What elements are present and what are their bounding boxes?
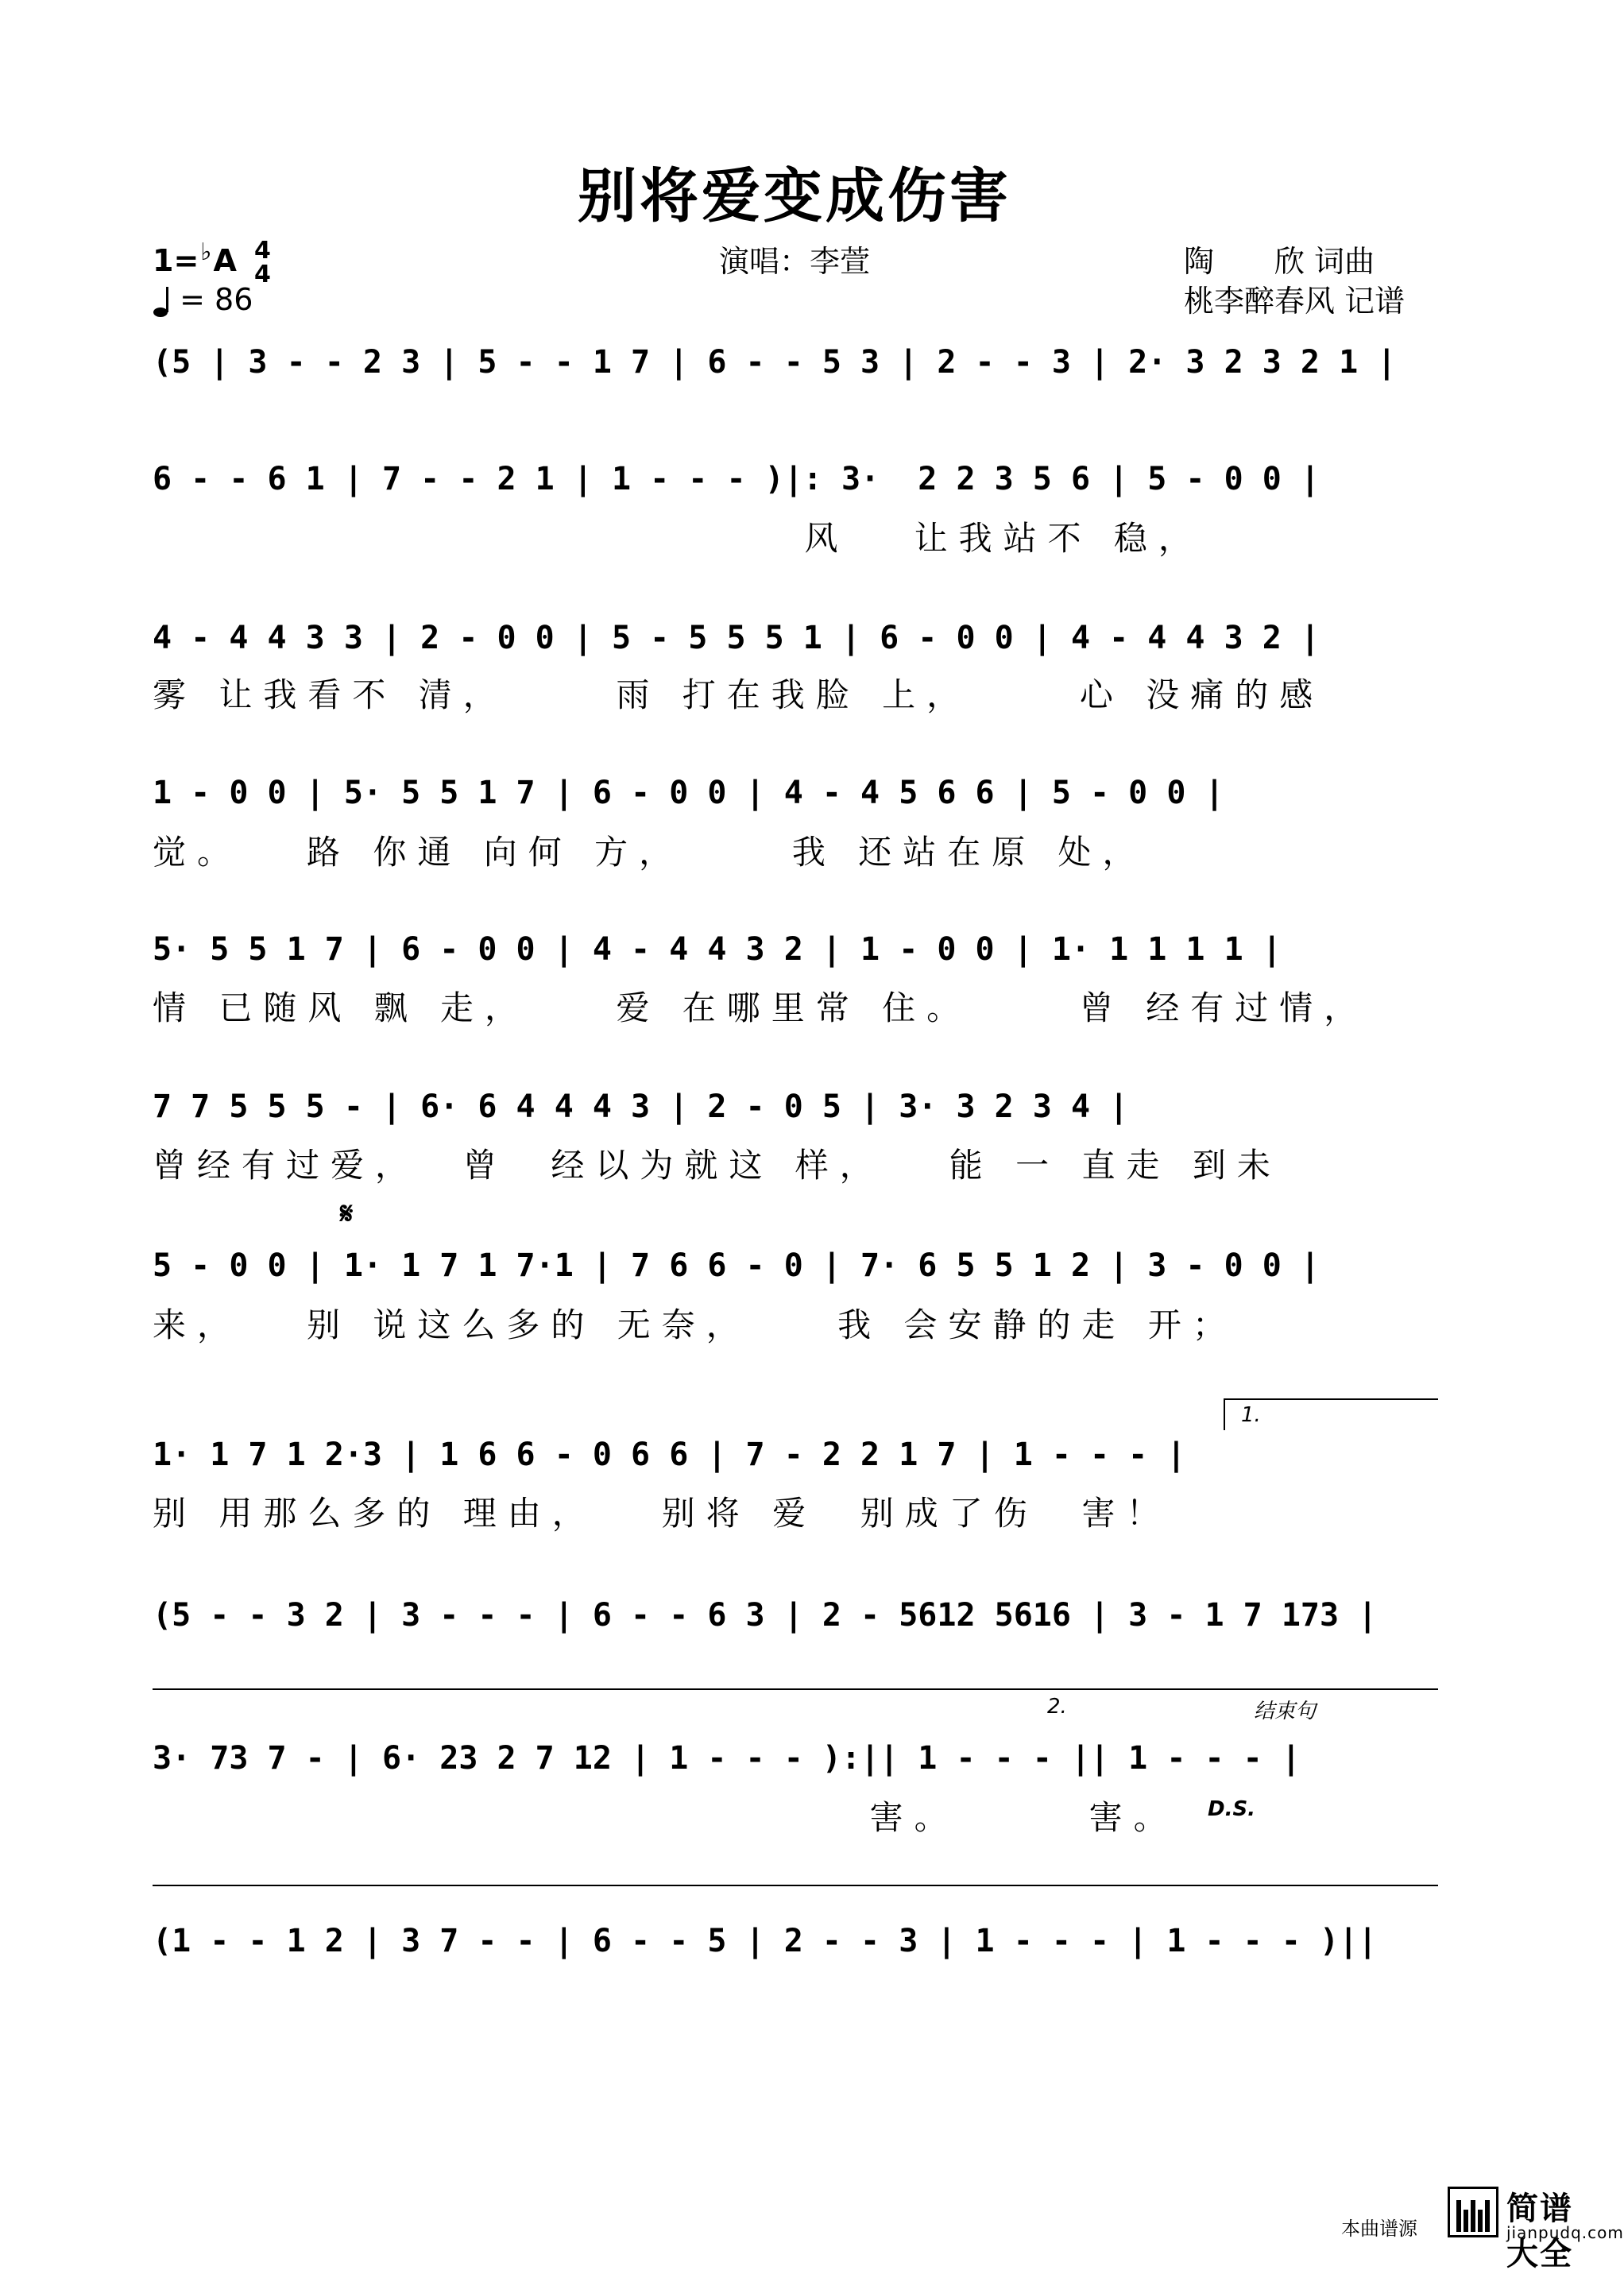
volta-1-bracket-left bbox=[1224, 1398, 1225, 1430]
time-signature bbox=[253, 236, 271, 288]
tempo-marking bbox=[153, 282, 253, 319]
score-line-6: 7 7 5 5 5 - | 6· 6 4 4 4 3 | 2 - 0 5 | 3· 3 2 3 4 | bbox=[153, 1089, 1129, 1125]
quarter-note-icon bbox=[153, 285, 170, 319]
ending-label: 结束句 bbox=[1254, 1700, 1317, 1723]
score-line-9: (5 - - 3 2 | 3 - - - | 6 - - 6 3 | 2 - 5612 5616 | 3 - 1 7 173 | bbox=[153, 1597, 1378, 1634]
key-prefix: 1= bbox=[153, 243, 199, 278]
logo-text: 简谱大全 bbox=[1506, 2191, 1573, 2272]
lyric-line-7: 来， 别 说这么多的 无奈， 我 会安静的走 开； bbox=[153, 1305, 1237, 1344]
score-line-5: 5· 5 5 1 7 | 6 - 0 0 | 4 - 4 4 3 2 | 1 - 0 0 | 1· 1 1 1 1 | bbox=[153, 931, 1282, 968]
time-bottom: 4 bbox=[253, 260, 271, 288]
flat-sign: ♭ bbox=[200, 238, 212, 266]
score-line-3: 4 - 4 4 3 3 | 2 - 0 0 | 5 - 5 5 5 1 | 6 - 0 0 | 4 - 4 4 3 2 | bbox=[153, 620, 1320, 656]
song-title: 别将爱变成伤害 bbox=[578, 162, 1011, 230]
lyricist-composer-credit: 陶 欣 词曲 bbox=[1184, 244, 1375, 279]
lyric-line-4: 觉。 路 你通 向何 方， 我 还站在原 处， bbox=[153, 833, 1147, 872]
score-line-11: (1 - - 1 2 | 3 7 - - | 6 - - 5 | 2 - - 3 | 1 - - - | 1 - - - )|| bbox=[153, 1923, 1378, 1959]
score-line-8: 1· 1 7 1 2·3 | 1 6 6 - 0 6 6 | 7 - 2 2 1 7 | 1 - - - | bbox=[153, 1437, 1186, 1473]
system-divider-1 bbox=[153, 1688, 1438, 1690]
time-top: 4 bbox=[253, 236, 271, 265]
volta-2-label: 2. bbox=[1047, 1695, 1067, 1719]
key-note: A bbox=[213, 243, 237, 278]
score-line-4: 1 - 0 0 | 5· 5 5 1 7 | 6 - 0 0 | 4 - 4 5 6 6 | 5 - 0 0 | bbox=[153, 775, 1224, 811]
system-divider-2 bbox=[153, 1885, 1438, 1886]
lyric-line-6: 曾经有过爱， 曾 经以为就这 样， 能 一 直走 到未 bbox=[153, 1146, 1282, 1185]
volta-1-bracket bbox=[1224, 1398, 1438, 1400]
footer-note: 本曲谱源 bbox=[1341, 2218, 1417, 2240]
lyric-line-8: 别 用那么多的 理由， 别将 爱 别成了伤 害！ bbox=[153, 1494, 1171, 1533]
lyric-line-10: 害。 害。 bbox=[153, 1798, 1178, 1837]
lyric-line-2: 风 让我站不 稳， bbox=[153, 519, 1203, 558]
key-signature bbox=[153, 238, 271, 287]
volta-1-label: 1. bbox=[1241, 1403, 1261, 1427]
singer-credit: 演唱：李萱 bbox=[719, 244, 871, 279]
score-line-2: 6 - - 6 1 | 7 - - 2 1 | 1 - - - )|: 3· 2 2 3 5 6 | 5 - 0 0 | bbox=[153, 461, 1320, 497]
dal-segno-marker: D.S. bbox=[1208, 1797, 1256, 1821]
lyric-line-3: 雾 让我看不 清， 雨 打在我脸 上， 心 没痛的感 bbox=[153, 675, 1324, 714]
score-line-7: 5 - 0 0 | 1· 1 7 1 7·1 | 7 6 6 - 0 | 7· 6 5 5 1 2 | 3 - 0 0 | bbox=[153, 1247, 1320, 1284]
score-line-10: 3· 73 7 - | 6· 23 2 7 12 | 1 - - - ):|| 1 - - - || 1 - - - | bbox=[153, 1740, 1301, 1777]
score-line-1: (5 | 3 - - 2 3 | 5 - - 1 7 | 6 - - 5 3 | 2 - - 3 | 2· 3 2 3 2 1 | bbox=[153, 344, 1397, 381]
lyric-line-5: 情 已随风 飘 走， 爱 在哪里常 住。 曾 经有过情， bbox=[153, 988, 1369, 1027]
transcriber-credit: 桃李醉春风 记谱 bbox=[1184, 284, 1406, 319]
logo-url: jianpudq.com bbox=[1506, 2223, 1624, 2242]
segno-sign: 𝄋 bbox=[340, 1196, 354, 1231]
piano-logo-icon bbox=[1448, 2187, 1498, 2237]
tempo-value: = 86 bbox=[180, 282, 253, 317]
